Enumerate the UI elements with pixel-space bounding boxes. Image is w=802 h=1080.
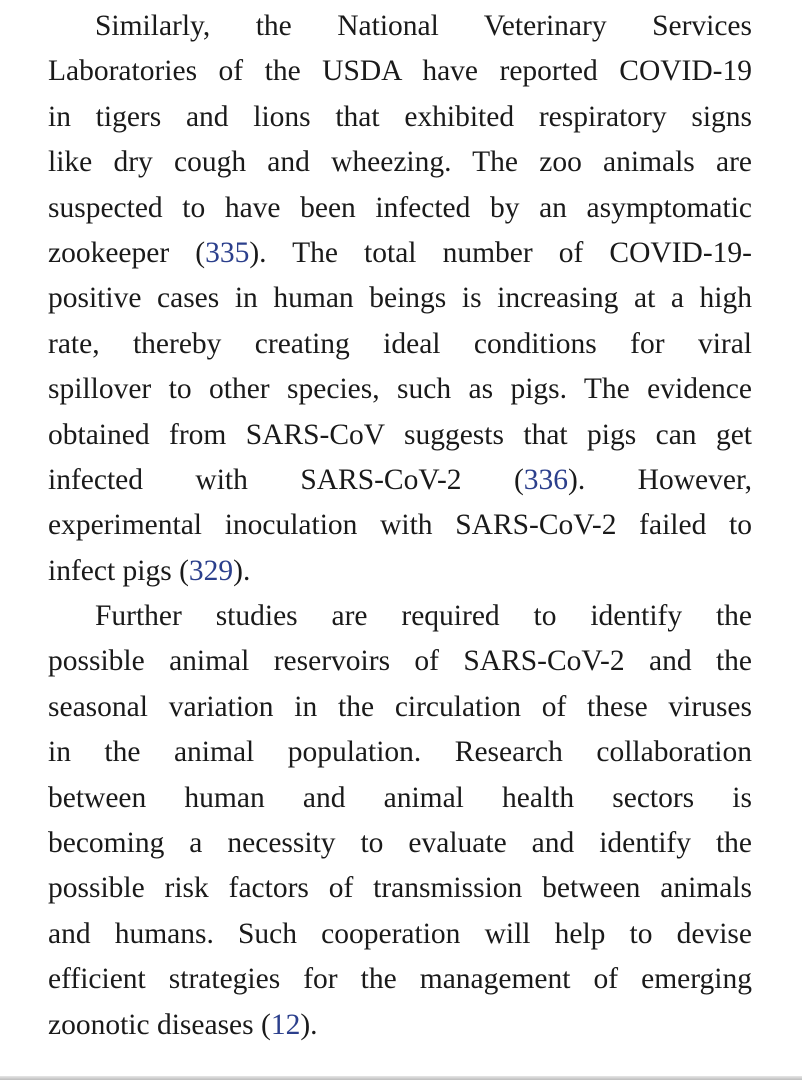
text-line: spillover to other species, such as pigs. The evidence (48, 373, 752, 406)
text-line: rate, thereby creating ideal conditions for viral (48, 327, 752, 360)
text-line: suspected to have been infected by an asymptomatic (48, 191, 752, 224)
text-line (48, 1003, 752, 1048)
text-span: zoonotic diseases ( (48, 1008, 271, 1041)
citation-link[interactable]: 329 (188, 554, 234, 587)
text-line: seasonal variation in the circulation of these viruses (48, 690, 752, 723)
text-line: like dry cough and wheezing. The zoo animals are (48, 146, 752, 179)
text-line: and humans. Such cooperation will help to devise (48, 917, 752, 950)
text-line: efficient strategies for the management of emerging (48, 963, 752, 996)
text-line: in the animal population. Research collaboration (48, 736, 752, 769)
text-line: possible animal reservoirs of SARS-CoV-2 and the (48, 645, 752, 678)
text-line: positive cases in human beings is increasing at a high (48, 282, 752, 315)
paragraph-2 (48, 594, 752, 1048)
text-line: in tigers and lions that exhibited respiratory signs (48, 100, 752, 133)
text-line: becoming a necessity to evaluate and identify the (48, 827, 752, 860)
text-line (48, 458, 752, 503)
citation-link[interactable]: 335 (205, 236, 250, 269)
text-span: infect pigs ( (48, 554, 189, 587)
text-line: Laboratories of the USDA have reported COVID-19 (48, 55, 752, 88)
citation-link[interactable]: 12 (270, 1008, 301, 1041)
text-line: experimental inoculation with SARS-CoV-2 failed to (48, 509, 752, 542)
text-line: possible risk factors of transmission between animals (48, 872, 752, 905)
text-line: Further studies are required to identify the (95, 600, 752, 633)
text-line (48, 549, 752, 594)
text-span: ). However, (568, 463, 752, 496)
paragraph-1 (48, 4, 752, 594)
text-line: between human and animal health sectors is (48, 781, 752, 814)
text-span: infected with SARS-CoV-2 ( (48, 463, 524, 496)
citation-link[interactable]: 336 (523, 463, 569, 496)
text-span: ). (300, 1008, 318, 1041)
text-line: obtained from SARS-CoV suggests that pigs can get (48, 418, 752, 451)
bottom-divider (0, 1076, 802, 1080)
text-span: ). The total number of COVID-19- (249, 236, 752, 269)
text-line (48, 231, 752, 276)
text-line: Similarly, the National Veterinary Services (95, 10, 752, 42)
text-span: zookeeper ( (48, 236, 206, 269)
body-text (48, 4, 752, 1048)
text-span: ). (233, 554, 251, 587)
